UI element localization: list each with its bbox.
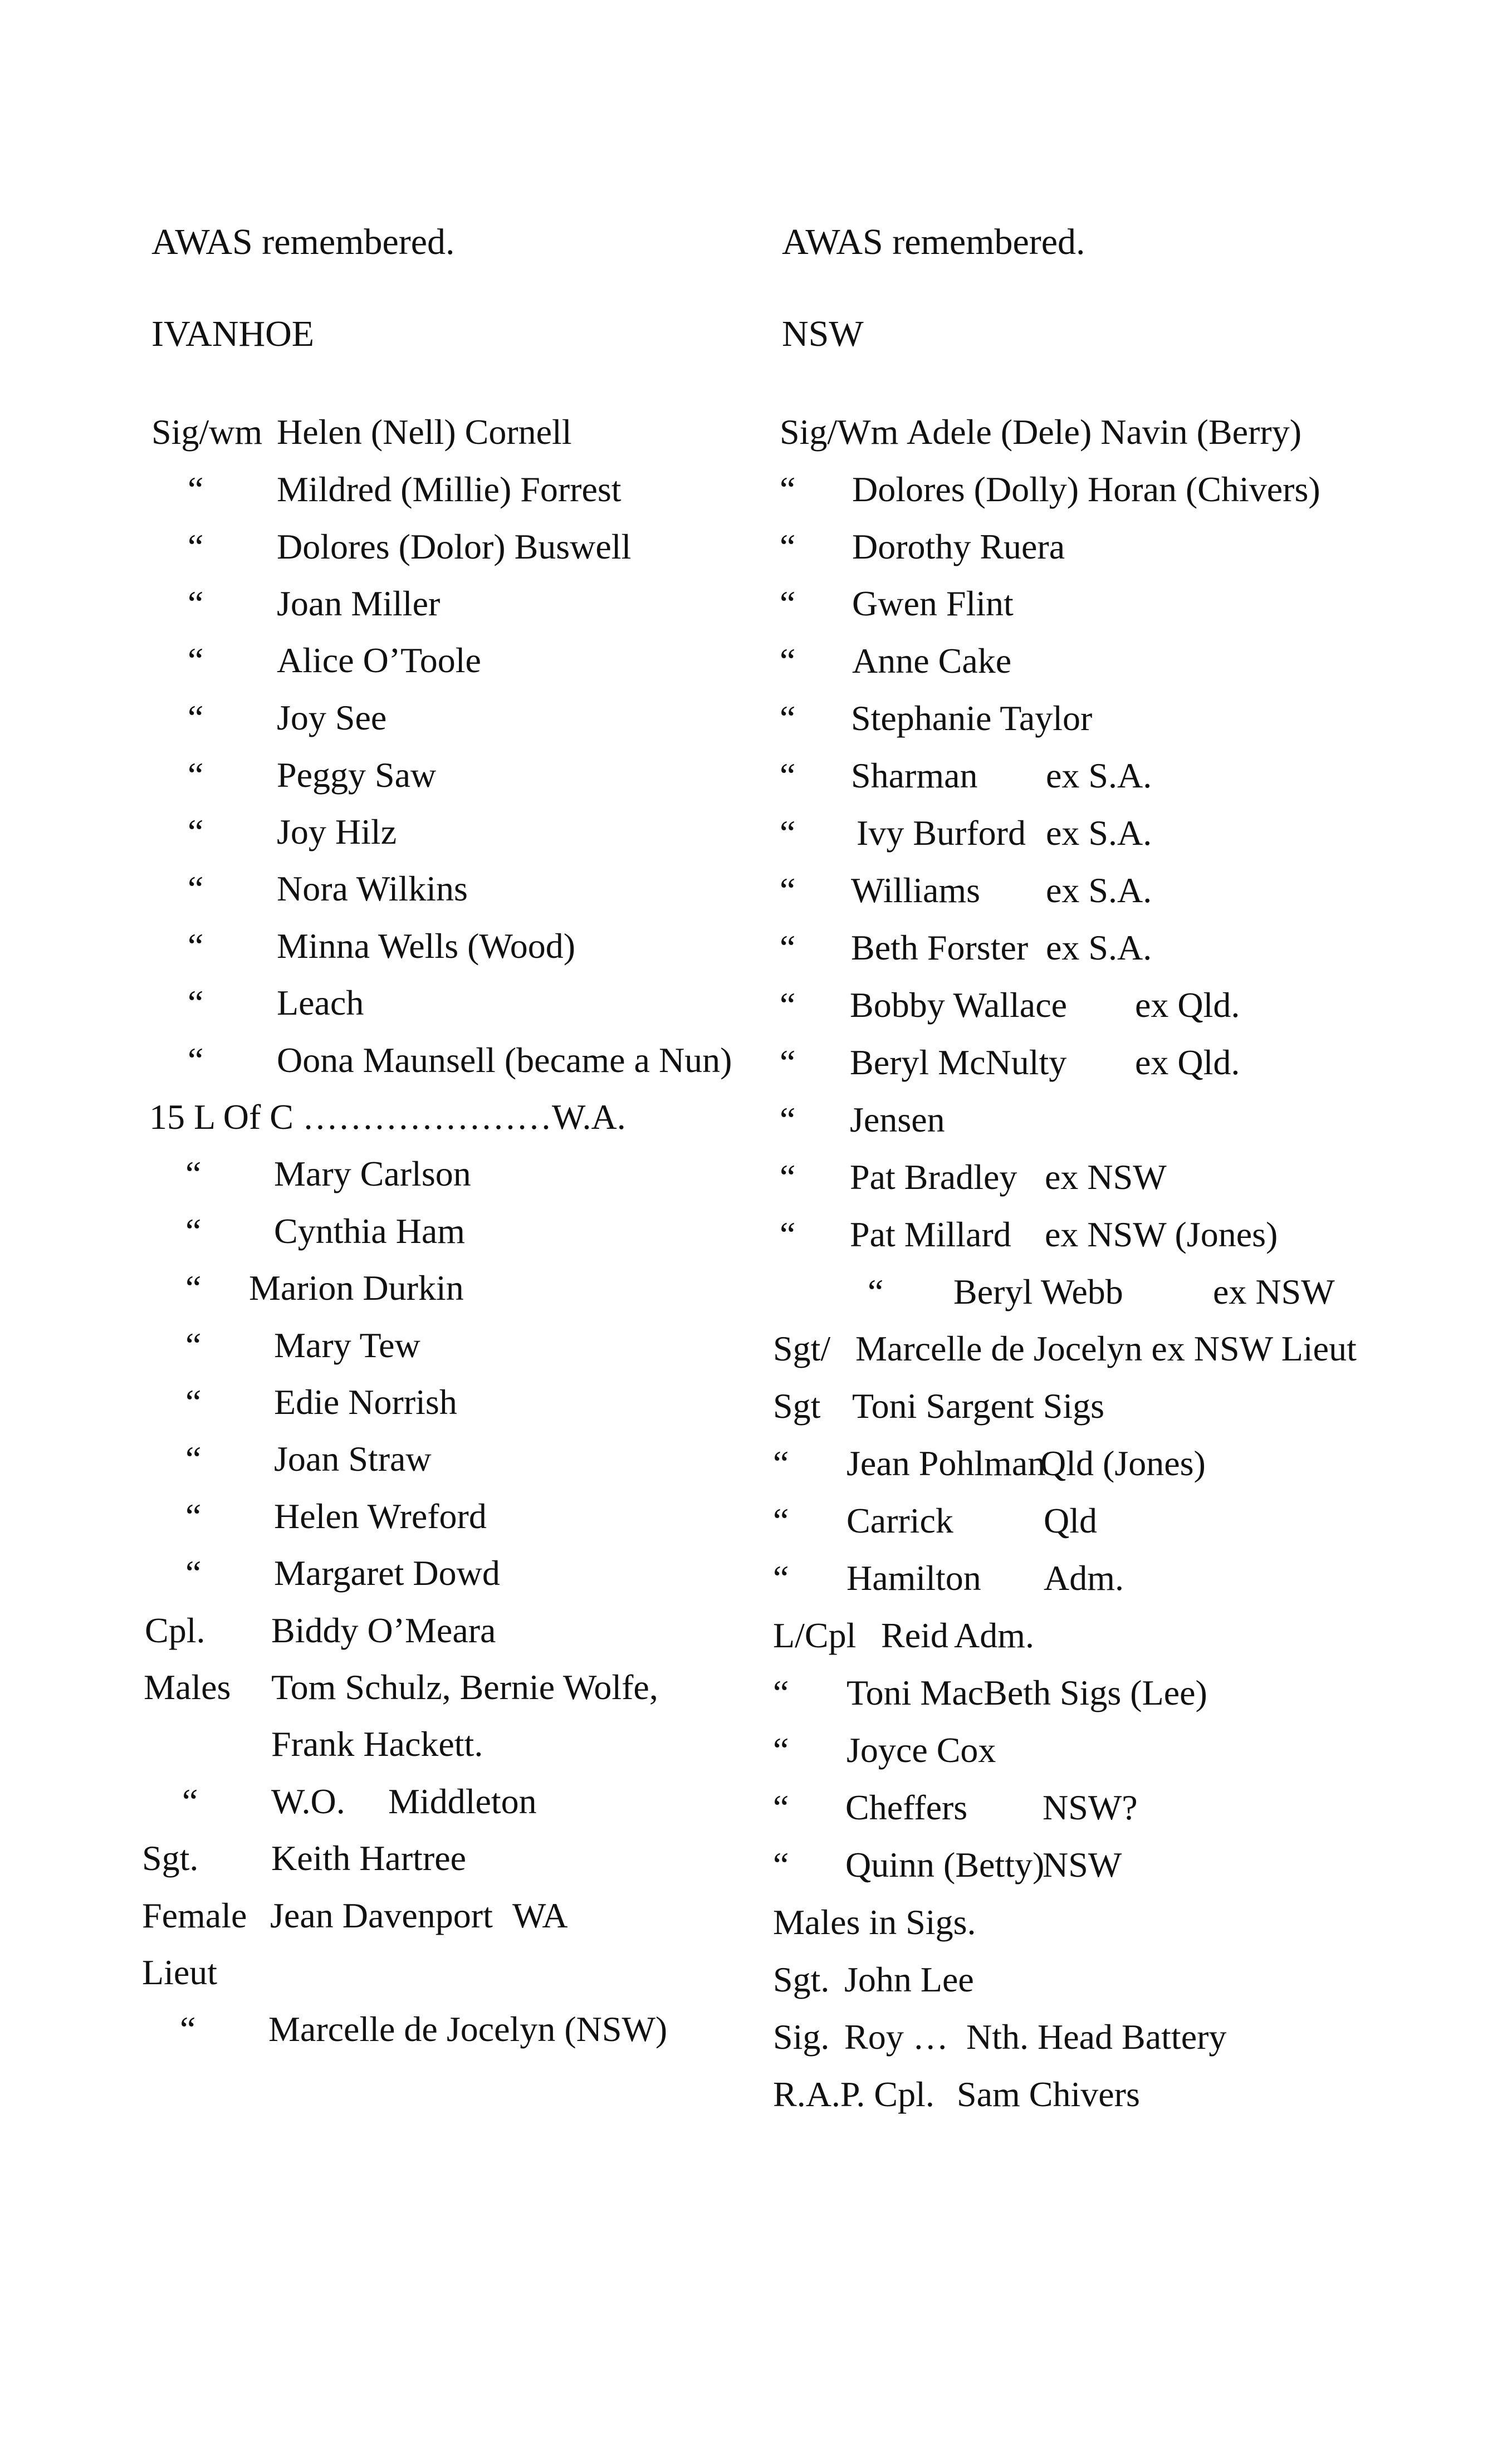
rank-label: Sig/Wm	[780, 412, 899, 452]
person-name: Nora Wilkins	[277, 869, 468, 908]
ditto-mark: “	[780, 641, 796, 681]
person-note: ex NSW (Jones)	[1045, 1215, 1278, 1254]
person-note: ex S.A.	[1046, 870, 1152, 910]
person-name: Jensen	[850, 1100, 945, 1139]
ditto-mark: “	[773, 1501, 789, 1540]
rank-label: Sgt.	[773, 1960, 830, 1999]
person-name: Williams	[851, 870, 981, 910]
ditto-mark: “	[780, 756, 796, 795]
person-name: Anne Cake	[852, 641, 1012, 681]
ditto-mark: “	[780, 584, 796, 623]
ditto-mark: “	[773, 1845, 789, 1885]
person-name: W.O.	[271, 1781, 345, 1821]
person-name: Biddy O’Meara	[271, 1611, 496, 1650]
person-note: Qld	[1044, 1501, 1097, 1540]
ditto-mark: “	[780, 1157, 796, 1197]
ditto-mark: “	[180, 2009, 196, 2049]
column-title: AWAS remembered.	[151, 222, 455, 262]
section-label: Males in Sigs.	[773, 1902, 976, 1942]
rank-label: Lieut	[142, 1952, 218, 1992]
ditto-mark: “	[188, 755, 204, 795]
rank-label: Cpl.	[145, 1611, 205, 1650]
person-name: Dolores (Dolor) Buswell	[277, 527, 632, 566]
person-name: Cynthia Ham	[274, 1211, 466, 1251]
person-name: Pat Millard	[850, 1215, 1011, 1254]
person-name: Roy …	[844, 2017, 948, 2057]
rank-label: L/Cpl	[773, 1616, 857, 1655]
ditto-mark: “	[185, 1439, 202, 1479]
person-name: Sam Chivers	[957, 2074, 1140, 2114]
ditto-mark: “	[780, 698, 796, 738]
person-note: Nth. Head Battery	[966, 2017, 1227, 2057]
rank-label: Sig/wm	[151, 412, 263, 452]
ditto-mark: “	[188, 640, 204, 680]
ditto-mark: “	[780, 1100, 796, 1139]
person-name: Mary Carlson	[274, 1154, 471, 1193]
ditto-mark: “	[780, 985, 796, 1025]
ditto-mark: “	[773, 1443, 789, 1483]
ditto-mark: “	[188, 698, 204, 737]
person-note: Adm.	[1044, 1558, 1124, 1598]
ditto-mark: “	[185, 1382, 202, 1422]
person-name: Helen Wreford	[274, 1496, 487, 1536]
person-name: Peggy Saw	[277, 755, 437, 795]
ditto-mark: “	[780, 1215, 796, 1254]
ditto-mark: “	[773, 1673, 789, 1712]
rank-label: R.A.P. Cpl.	[773, 2074, 934, 2114]
ditto-mark: “	[780, 870, 796, 910]
person-name: Pat Bradley	[850, 1157, 1017, 1197]
person-name: Joyce Cox	[846, 1730, 996, 1770]
person-note: Adm.	[954, 1616, 1034, 1655]
ditto-mark: “	[780, 813, 796, 853]
ditto-mark: “	[185, 1268, 202, 1308]
person-name: Tom Schulz, Bernie Wolfe,	[271, 1667, 658, 1707]
ditto-mark: “	[773, 1558, 789, 1598]
person-name: Quinn (Betty)	[845, 1845, 1045, 1885]
person-name: Jean Pohlman	[846, 1443, 1046, 1483]
ditto-mark: “	[188, 926, 204, 966]
person-name: Keith Hartree	[271, 1838, 467, 1878]
ditto-mark: “	[780, 928, 796, 967]
rank-label: Sgt.	[142, 1838, 199, 1878]
ditto-mark: “	[185, 1553, 202, 1593]
ditto-mark: “	[780, 527, 796, 566]
ditto-mark: “	[185, 1211, 202, 1251]
ditto-mark: “	[188, 869, 204, 908]
person-name: Dorothy Ruera	[852, 527, 1065, 566]
ditto-mark: “	[182, 1781, 198, 1821]
person-name: Carrick	[846, 1501, 953, 1540]
rank-label: Males	[144, 1667, 231, 1707]
person-name: Leach	[277, 983, 364, 1022]
person-note: ex NSW	[1213, 1272, 1335, 1311]
person-name: Beth Forster	[851, 928, 1029, 967]
person-name: Dolores (Dolly) Horan (Chivers)	[852, 469, 1320, 509]
person-name: Joy See	[277, 698, 387, 737]
location-heading: NSW	[782, 314, 864, 354]
person-note: WA	[512, 1896, 568, 1935]
ditto-mark: “	[780, 1042, 796, 1082]
person-name: Joan Miller	[277, 584, 441, 623]
person-name: Edie Norrish	[274, 1382, 457, 1422]
ditto-mark: “	[185, 1496, 202, 1536]
person-note: ex S.A.	[1046, 813, 1152, 853]
person-name: Marion Durkin	[249, 1268, 464, 1308]
ditto-mark: “	[188, 983, 204, 1022]
person-name: Jean Davenport	[270, 1896, 493, 1935]
rank-label: Sig.	[773, 2017, 830, 2057]
ditto-mark: “	[188, 584, 204, 623]
person-name: Toni Sargent Sigs	[852, 1386, 1105, 1426]
person-name: Reid	[881, 1616, 948, 1655]
ditto-mark: “	[780, 469, 796, 509]
person-name: Frank Hackett.	[271, 1724, 483, 1764]
person-name: Marcelle de Jocelyn ex NSW Lieut	[855, 1329, 1357, 1368]
person-note: ex S.A.	[1046, 756, 1152, 795]
person-name: Margaret Dowd	[274, 1553, 500, 1593]
person-name: Sharman	[851, 756, 978, 795]
person-name: Gwen Flint	[852, 584, 1014, 623]
ditto-mark: “	[188, 527, 204, 566]
person-note: ex NSW	[1045, 1157, 1167, 1197]
ditto-mark: “	[188, 1040, 204, 1080]
location-heading: IVANHOE	[151, 314, 315, 354]
person-name: Toni MacBeth Sigs (Lee)	[846, 1673, 1207, 1712]
person-name: Alice O’Toole	[277, 640, 481, 680]
ditto-mark: “	[188, 812, 204, 851]
person-note: NSW	[1043, 1845, 1122, 1885]
person-note: ex S.A.	[1046, 928, 1152, 967]
ditto-mark: “	[773, 1788, 789, 1827]
ditto-mark: “	[188, 469, 204, 509]
ditto-mark: “	[185, 1154, 202, 1193]
person-note: NSW?	[1043, 1788, 1138, 1827]
ditto-mark: “	[868, 1272, 884, 1311]
person-name: Mildred (Millie) Forrest	[277, 469, 622, 509]
rank-label: Sgt	[773, 1386, 821, 1426]
person-name: Beryl McNulty	[850, 1042, 1067, 1082]
person-name: Bobby Wallace	[850, 985, 1067, 1025]
person-name: Minna Wells (Wood)	[277, 926, 575, 966]
rank-label: Female	[142, 1896, 247, 1935]
person-name: Stephanie Taylor	[851, 698, 1093, 738]
person-name: Adele (Dele) Navin (Berry)	[907, 412, 1301, 452]
person-name: Marcelle de Jocelyn (NSW)	[268, 2009, 668, 2049]
person-name: Joan Straw	[274, 1439, 432, 1479]
ditto-mark: “	[185, 1325, 202, 1365]
section-label: 15 L Of C …………………W.A.	[149, 1097, 626, 1137]
person-name: Mary Tew	[274, 1325, 420, 1365]
person-note: Qld (Jones)	[1040, 1443, 1206, 1483]
person-name: Ivy Burford	[857, 813, 1026, 853]
person-note: ex Qld.	[1135, 985, 1240, 1025]
ditto-mark: “	[773, 1730, 789, 1770]
column-title: AWAS remembered.	[782, 222, 1085, 262]
person-name: Beryl Webb	[953, 1272, 1123, 1311]
person-name: John Lee	[844, 1960, 974, 1999]
person-name: Oona Maunsell (became a Nun)	[277, 1040, 732, 1080]
rank-label: Sgt/	[773, 1329, 831, 1368]
person-note: Middleton	[388, 1781, 537, 1821]
person-name: Cheffers	[845, 1788, 968, 1827]
person-name: Helen (Nell) Cornell	[277, 412, 572, 452]
person-note: ex Qld.	[1135, 1042, 1240, 1082]
person-name: Hamilton	[846, 1558, 981, 1598]
person-name: Joy Hilz	[277, 812, 397, 851]
